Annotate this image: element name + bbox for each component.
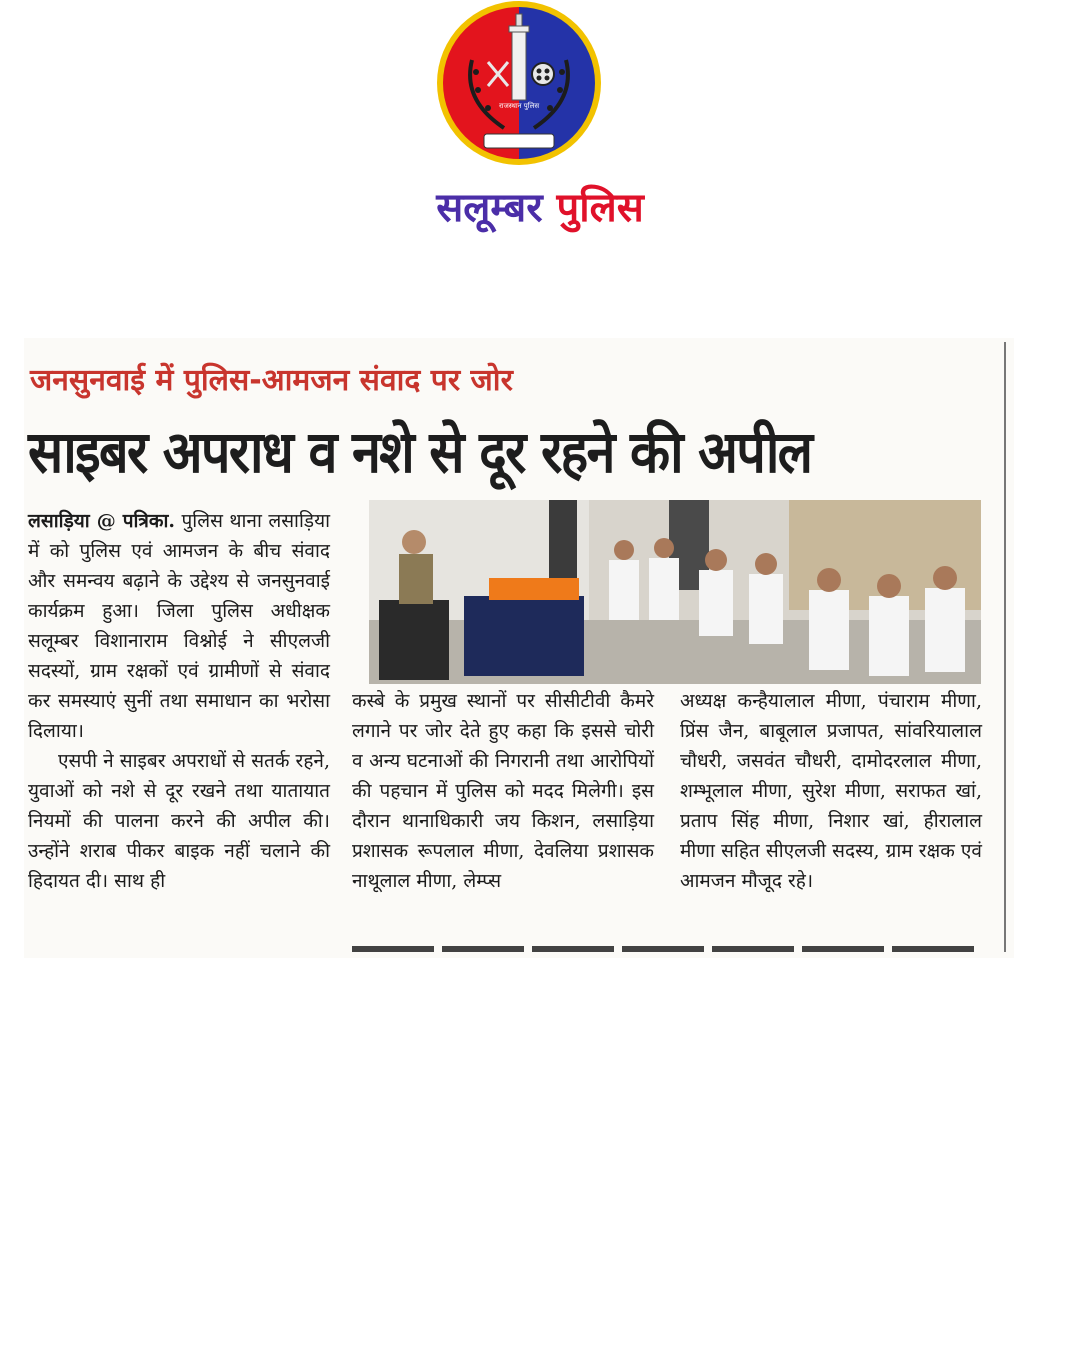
meeting-photo-image [369,500,981,684]
article-paragraph-2: एसपी ने साइबर अपराधों से सतर्क रहने, युवाओं को नशे से दूर रखने तथा यातायात नियमों की पालना करने की अपील की। उन्होंने शराब पीकर बाइक नहीं चलाने की हिदायत दी। साथ ही [28,750,330,892]
article-paragraph-3: कस्बे के प्रमुख स्थानों पर सीसीटीवी कैमरे लगाने पर जोर देते हुए कहा कि इससे चोरी व अन्य घटनाओं की निगरानी तथा आरोपियों की पहचान में पुलिस को मदद मिलेगी। इस दौरान थानाधिकारी जय किशन, लसाड़िया प्रशासक रूपलाल मीणा, देवलिया प्रशासक नाथूलाल मीणा, लेम्प्स [352,690,654,892]
brand-title [0,178,1080,233]
column-rule [1004,342,1006,952]
brand-word-police: पुलिस [556,185,644,231]
logo-seal-text: राजस्थान पुलिस [498,102,540,110]
article-column-3 [680,686,982,896]
article-column-2 [352,686,654,896]
police-emblem-icon [432,0,606,166]
brand-word-salumber: सलूम्बर [436,185,543,231]
article-kicker: जनसुनवाई में पुलिस-आमजन संवाद पर जोर [30,363,513,398]
article-headline: साइबर अपराध व नशे से दूर रहने की अपील [28,418,812,486]
meeting-photo [369,500,981,684]
article-dateline: लसाड़िया @ पत्रिका. [28,510,176,532]
newspaper-clipping [24,338,1014,958]
article-paragraph-4: अध्यक्ष कन्हैयालाल मीणा, पंचाराम मीणा, प्रिंस जैन, बाबूलाल प्रजापत, सांवरियालाल चौधरी, जसवंत चौधरी, दामोदरलाल मीणा, शम्भूलाल मीणा, सुरेश मीणा, सराफत खां, प्रताप सिंह मीणा, निशार खां, हीरालाल मीणा सहित सीएलजी सदस्य, ग्राम रक्षक एवं आमजन मौजूद रहे। [680,690,982,892]
clipping-cut-edge [352,946,976,952]
police-logo [432,0,606,166]
article-column-1 [28,506,330,896]
article-paragraph-1: पुलिस थाना लसाड़िया में को पुलिस एवं आमजन के बीच संवाद और समन्वय बढ़ाने के उद्देश्य से जनसुनवाई कार्यक्रम हुआ। जिला पुलिस अधीक्षक सलूम्बर विशानाराम विश्नोई ने सीएलजी सदस्यों, ग्राम रक्षकों एवं ग्रामीणों से संवाद कर समस्याएं सुनीं तथा समाधान का भरोसा दिलाया। [28,510,331,742]
